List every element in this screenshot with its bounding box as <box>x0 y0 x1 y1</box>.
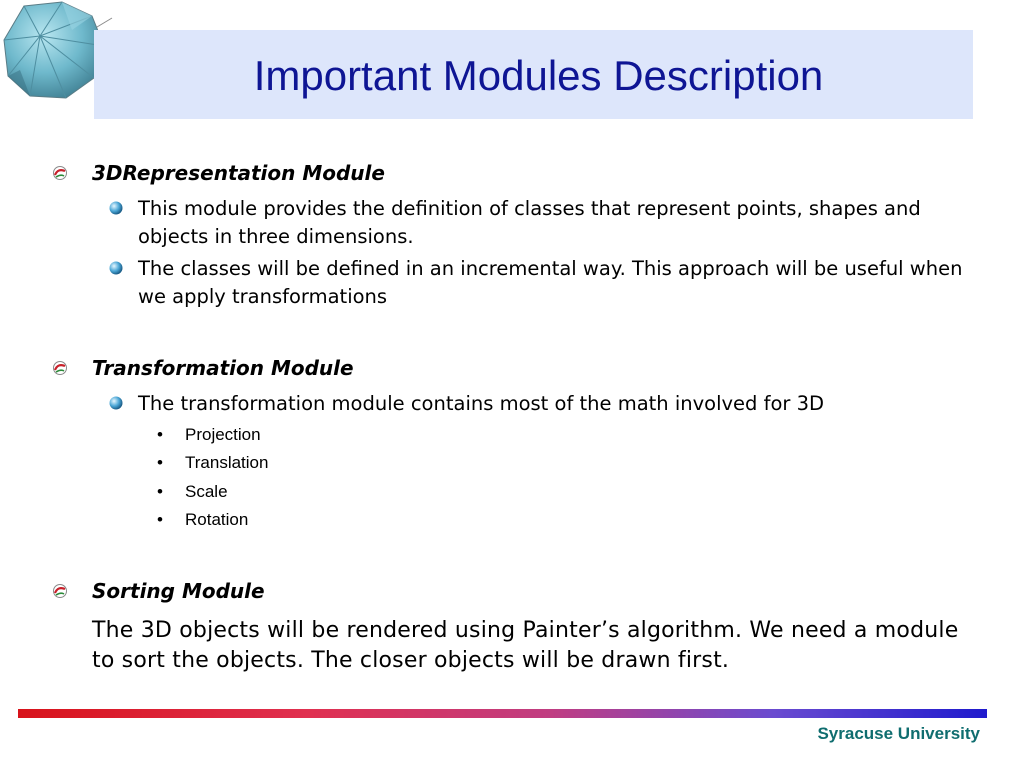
section-heading-transformation <box>92 356 354 380</box>
dot-bullet-icon: • <box>157 482 163 501</box>
sub-bullet-item <box>157 424 261 446</box>
sorting-paragraph: The 3D objects will be rendered using Painter’s algorithm. We need a module to sort the objects. The closer objects will be drawn first. <box>92 618 959 673</box>
swirl-bullet-icon <box>52 165 68 181</box>
bullet-item <box>138 255 968 311</box>
section-heading-3drepresentation <box>92 161 385 185</box>
sub-bullet-text: Projection <box>185 425 261 444</box>
dot-bullet-icon: • <box>157 510 163 529</box>
sub-bullet-item <box>157 509 249 531</box>
bullet-text: The transformation module contains most of the math involved for 3D <box>138 392 825 415</box>
section-heading-text: Sorting Module <box>92 579 265 603</box>
footer-university: Syracuse University <box>817 724 980 743</box>
dot-bullet-icon: • <box>157 453 163 472</box>
footer-gradient-bar <box>18 709 987 718</box>
dot-bullet-icon: • <box>157 425 163 444</box>
sub-bullet-text: Rotation <box>185 510 249 529</box>
blue-orb-bullet-icon <box>108 395 124 411</box>
sub-bullet-text: Scale <box>185 482 228 501</box>
blue-orb-bullet-icon <box>108 200 124 216</box>
bullet-item <box>138 390 968 418</box>
section-heading-sorting <box>92 579 265 603</box>
swirl-bullet-icon <box>52 583 68 599</box>
sub-bullet-text: Translation <box>185 453 269 472</box>
swirl-bullet-icon <box>52 360 68 376</box>
blue-orb-bullet-icon <box>108 260 124 276</box>
bullet-item <box>138 195 968 251</box>
bullet-text: The classes will be defined in an incremental way. This approach will be useful when we apply transformations <box>138 257 963 308</box>
bullet-text: This module provides the definition of classes that represent points, shapes and objects in three dimensions. <box>138 197 921 248</box>
sub-bullet-item <box>157 452 269 474</box>
section-heading-text: Transformation Module <box>92 356 354 380</box>
sub-bullet-item <box>157 481 228 503</box>
slide-title: Important Modules Description <box>253 51 824 99</box>
section-heading-text: 3DRepresentation Module <box>92 161 385 185</box>
